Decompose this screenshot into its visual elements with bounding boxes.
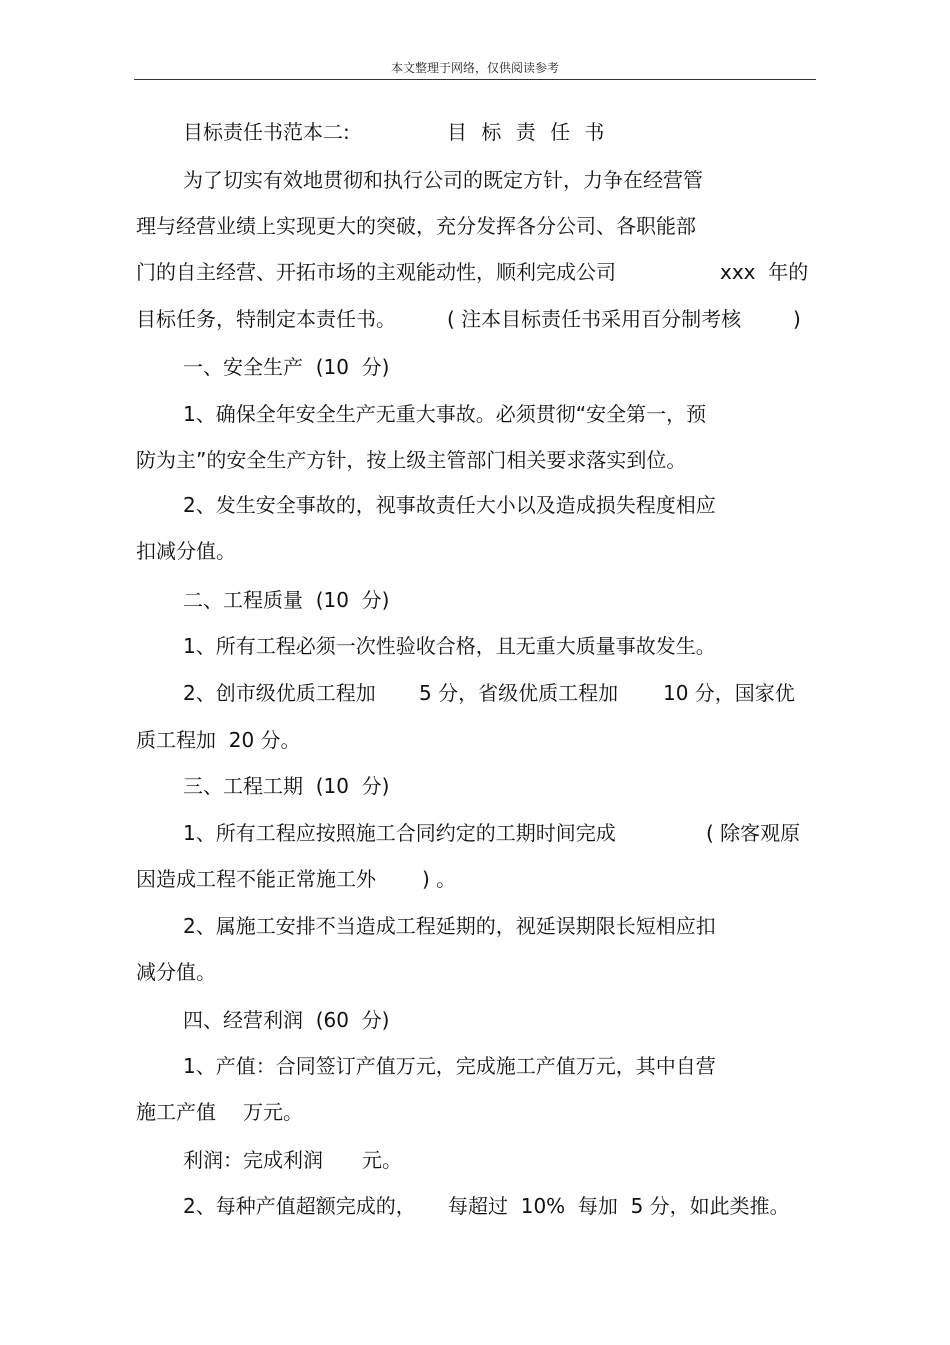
- profit-item-1-line-1: 1、产值：合同签订产值万元，完成施工产值万元，其中自营: [183, 1054, 716, 1078]
- schedule-item-1-part-1: 1、所有工程应按照施工合同约定的工期时间完成: [183, 821, 616, 845]
- section-heading-quality: 二、工程质量 (10 分): [183, 588, 390, 612]
- intro-line-2: 理与经营业绩上实现更大的突破，充分发挥各分公司、各职能部: [136, 214, 696, 238]
- quality-item-2-part-3: 10 分，国家优: [663, 681, 795, 705]
- profit-item-1-line-2-part-1: 施工产值: [136, 1100, 216, 1124]
- schedule-item-2-line-1: 2、属施工安排不当造成工程延期的，视延误期限长短相应扣: [183, 914, 716, 938]
- safety-item-2-line-1: 2、发生安全事故的，视事故责任大小以及造成损失程度相应: [183, 493, 716, 517]
- section-heading-safety: 一、安全生产 (10 分): [183, 355, 390, 379]
- intro-line-4-note: ( 注本目标责任书采用百分制考核: [447, 307, 742, 331]
- intro-line-1: 为了切实有效地贯彻和执行公司的既定方针，力争在经营管: [183, 168, 703, 192]
- safety-item-1-line-2: 防为主”的安全生产方针，按上级主管部门相关要求落实到位。: [136, 448, 687, 472]
- section-heading-schedule: 三、工程工期 (10 分): [183, 774, 390, 798]
- page-header-note: 本文整理于网络，仅供阅读参考: [390, 61, 559, 75]
- schedule-item-1-line-2-close: ) 。: [422, 867, 457, 891]
- schedule-item-1-line-2: 因造成工程不能正常施工外: [136, 867, 376, 891]
- profit-item-2-part-2: 每超过 10% 每加 5 分，如此类推。: [448, 1194, 790, 1218]
- quality-item-2-part-2: 5 分，省级优质工程加: [419, 681, 619, 705]
- header-divider: [134, 79, 816, 80]
- profit-line-part-2: 元。: [362, 1148, 402, 1172]
- section-heading-profit: 四、经营利润 (60 分): [183, 1008, 390, 1032]
- safety-item-2-line-2: 扣减分值。: [136, 539, 236, 563]
- intro-line-4: 目标任务，特制定本责任书。: [136, 307, 396, 331]
- schedule-item-1-part-2: ( 除客观原: [706, 821, 801, 845]
- doc-title-prefix: 目标责任书范本二:: [183, 120, 350, 144]
- profit-line-part-1: 利润：完成利润: [183, 1148, 323, 1172]
- intro-line-4-note-close: ): [793, 307, 801, 331]
- quality-item-2-part-1: 2、创市级优质工程加: [183, 681, 376, 705]
- schedule-item-2-line-2: 减分值。: [136, 960, 216, 984]
- safety-item-1-line-1: 1、确保全年安全生产无重大事故。必须贯彻“安全第一，预: [183, 402, 707, 426]
- intro-line-3: 门的自主经营、开拓市场的主观能动性，顺利完成公司: [136, 260, 616, 284]
- doc-title: 目 标 责 任 书: [447, 120, 609, 144]
- quality-item-1: 1、所有工程必须一次性验收合格，且无重大质量事故发生。: [183, 634, 716, 658]
- profit-item-2-part-1: 2、每种产值超额完成的，: [183, 1194, 416, 1218]
- profit-item-1-line-2-part-2: 万元。: [243, 1100, 303, 1124]
- intro-line-3-year: xxx 年的: [720, 260, 809, 284]
- quality-item-2-line-2: 质工程加 20 分。: [136, 728, 301, 752]
